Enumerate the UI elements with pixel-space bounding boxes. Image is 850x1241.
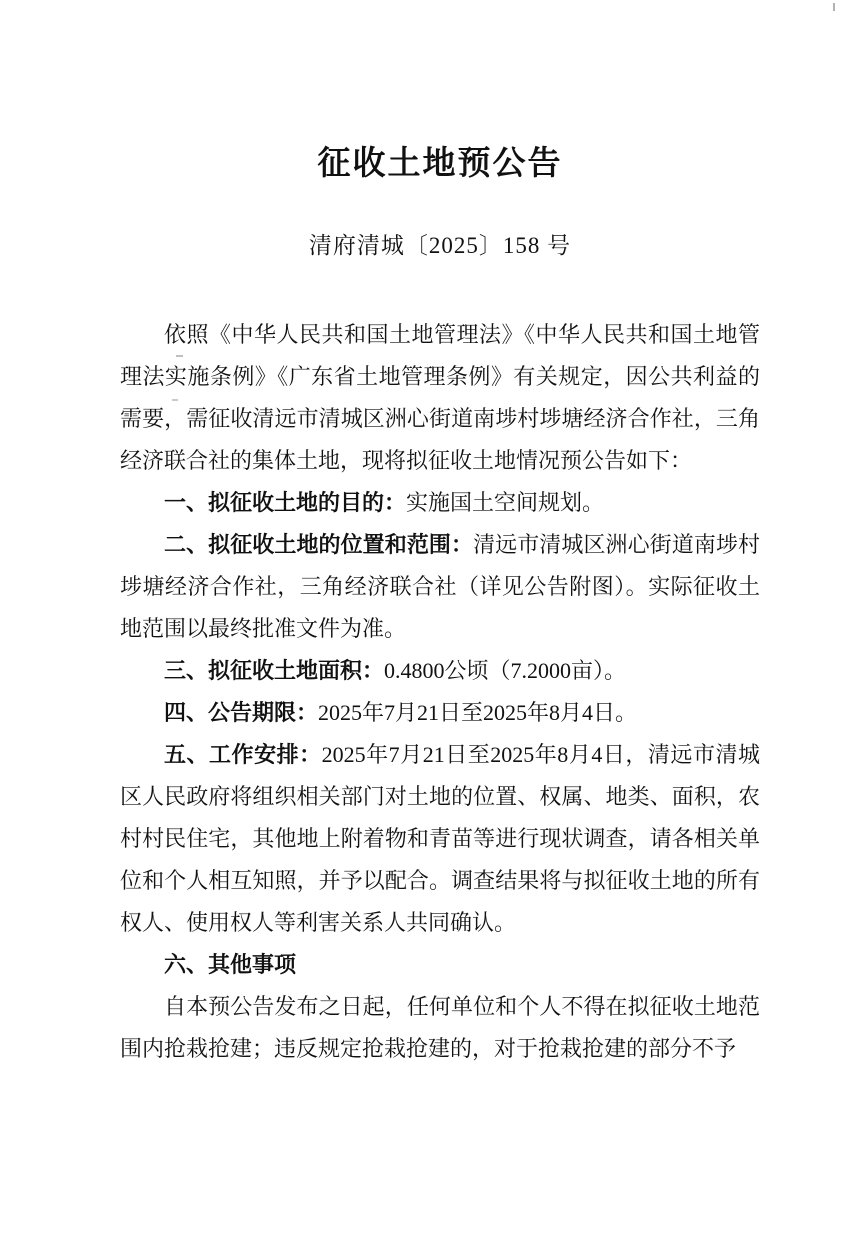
section-announcement-period	[120, 692, 760, 734]
scan-artifact	[176, 355, 183, 357]
document-number: 清府清城〔2025〕158 号	[308, 232, 572, 258]
intro-paragraph: 依照《中华人民共和国土地管理法》《中华人民共和国土地管理法实施条例》《广东省土地管理条例》有关规定，因公共利益的需要，需征收清远市清城区洲心街道南埗村埗塘经济合作社，三角经济联合社的集体土地，现将拟征收土地情况预公告如下：	[120, 321, 760, 473]
section-other-matters-label: 六、其他事项	[164, 951, 297, 977]
section-area-text: 0.4800公顷（7.2000亩）。	[384, 657, 627, 683]
section-purpose	[120, 482, 760, 524]
section-location-scope	[120, 524, 760, 650]
closing-paragraph: 自本预公告发布之日起，任何单位和个人不得在拟征收土地范围内抢栽抢建；违反规定抢栽抢建的，对于抢栽抢建的部分不予	[120, 993, 760, 1061]
section-area-label: 三、拟征收土地面积：	[164, 657, 385, 683]
section-other-matters	[120, 944, 760, 986]
section-announcement-period-text: 2025年7月21日至2025年8月4日。	[318, 699, 638, 725]
scan-artifact	[833, 3, 835, 11]
section-announcement-period-label: 四、公告期限：	[164, 699, 319, 725]
section-work-plan-text: 2025年7月21日至2025年8月4日，清远市清城区人民政府将组织相关部门对土地的位置、权属、地类、面积，农村村民住宅，其他地上附着物和青苗等进行现状调查，请各相关单位和个人相互知照，并予以配合。调查结果将与拟征收土地的所有权人、使用权人等利害关系人共同确认。	[120, 741, 760, 935]
section-work-plan-label: 五、工作安排：	[164, 741, 322, 767]
section-work-plan	[120, 734, 760, 944]
section-location-scope-label: 二、拟征收土地的位置和范围：	[164, 531, 474, 557]
document-body	[120, 314, 760, 1070]
document-title: 征收土地预公告	[317, 144, 563, 181]
section-area	[120, 650, 760, 692]
section-purpose-text: 实施国土空间规划。	[406, 489, 605, 515]
scan-artifact	[172, 399, 178, 401]
section-location-scope-text: 清远市清城区洲心街道南埗村埗塘经济合作社，三角经济联合社（详见公告附图）。实际征收土地范围以最终批准文件为准。	[120, 531, 760, 641]
section-purpose-label: 一、拟征收土地的目的：	[164, 489, 407, 515]
